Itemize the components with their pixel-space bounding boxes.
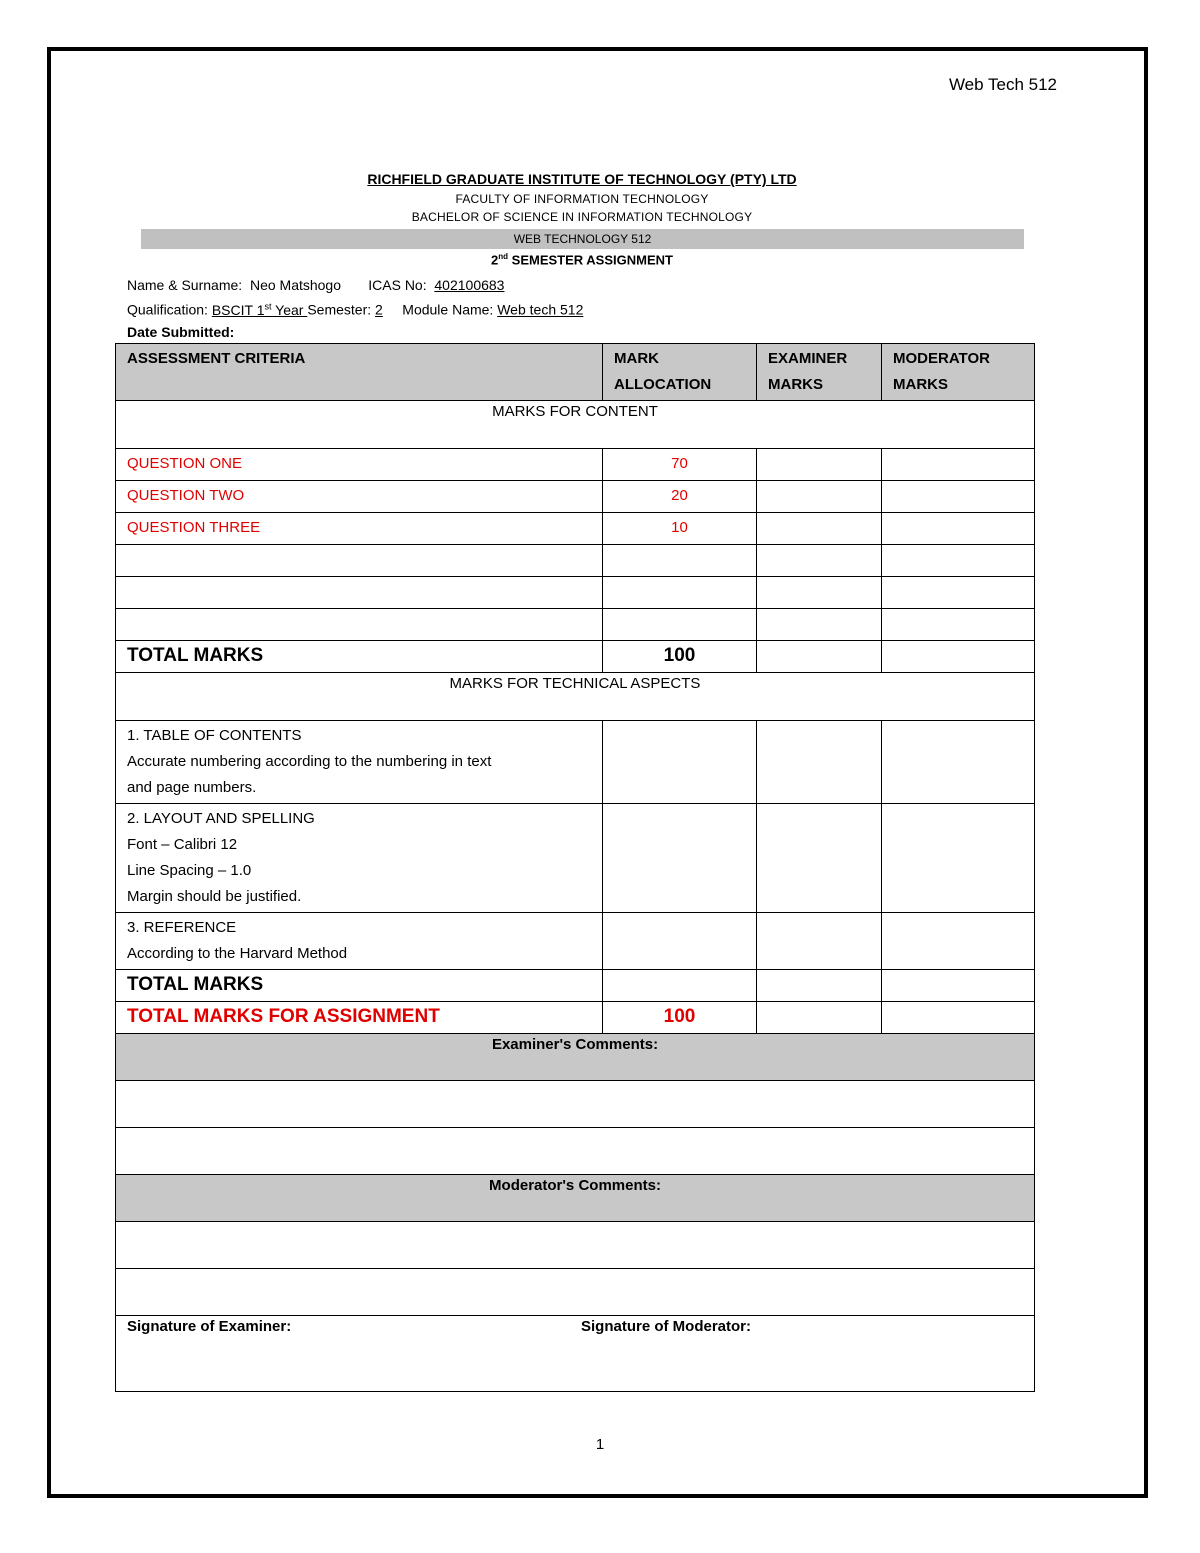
moderator-comment-field[interactable]	[116, 1222, 1035, 1269]
comment-row	[116, 1269, 1035, 1316]
moderator-cell[interactable]	[882, 481, 1035, 513]
moderator-cell[interactable]	[882, 641, 1035, 673]
total-value: 100	[603, 641, 757, 673]
technical-line: Accurate numbering according to the numbering in text	[127, 753, 492, 770]
moderator-cell[interactable]	[882, 1002, 1035, 1034]
question-marks: 10	[603, 513, 757, 545]
header-criteria: ASSESSMENT CRITERIA	[116, 344, 603, 401]
technical-section-row	[116, 673, 1035, 721]
table-header-row	[116, 344, 1035, 401]
moderator-cell[interactable]	[882, 721, 1035, 804]
technical-title: 1. TABLE OF CONTENTS	[127, 727, 302, 744]
technical-total-label: TOTAL MARKS	[116, 970, 603, 1002]
moderator-cell[interactable]	[882, 449, 1035, 481]
comment-row	[116, 1128, 1035, 1175]
technical-section-label: MARKS FOR TECHNICAL ASPECTS	[116, 673, 1035, 721]
moderator-comment-field[interactable]	[116, 1269, 1035, 1316]
semester-suffix: nd	[498, 252, 509, 261]
technical-title: 3. REFERENCE	[127, 919, 237, 936]
assignment-total-row	[116, 1002, 1035, 1034]
content-section-label: MARKS FOR CONTENT	[116, 401, 1035, 449]
technical-line: Margin should be justified.	[127, 888, 302, 905]
total-label: TOTAL MARKS	[116, 641, 603, 673]
qualification-line	[127, 301, 583, 318]
examiner-cell[interactable]	[757, 804, 882, 913]
signature-cell[interactable]	[116, 1316, 1035, 1392]
qualification-suffix: st	[264, 301, 272, 311]
examiner-signature-label: Signature of Examiner:	[127, 1318, 292, 1335]
comment-row	[116, 1222, 1035, 1269]
examiner-cell[interactable]	[757, 449, 882, 481]
examiner-cell[interactable]	[757, 913, 882, 970]
question-marks: 70	[603, 449, 757, 481]
header-allocation: MARK ALLOCATION	[603, 344, 757, 401]
moderator-cell[interactable]	[882, 804, 1035, 913]
running-header: Web Tech 512	[948, 75, 1057, 94]
qualification-text: BSCIT 1	[211, 301, 265, 318]
table-row	[116, 513, 1035, 545]
question-label: QUESTION THREE	[116, 513, 603, 545]
table-row	[116, 481, 1035, 513]
empty-row	[116, 609, 1035, 641]
table-row	[116, 913, 1035, 970]
semester-number: 2	[491, 252, 499, 268]
technical-item	[116, 913, 603, 970]
content-section-row	[116, 401, 1035, 449]
table-row	[116, 449, 1035, 481]
comment-row	[116, 1081, 1035, 1128]
examiner-cell[interactable]	[757, 481, 882, 513]
examiner-cell[interactable]	[757, 513, 882, 545]
empty-row	[116, 577, 1035, 609]
qualification-rest: Year	[271, 301, 308, 318]
moderator-cell[interactable]	[882, 513, 1035, 545]
examiner-comment-field[interactable]	[116, 1081, 1035, 1128]
date-submitted-label: Date Submitted:	[127, 324, 235, 340]
module-value: Web tech 512	[497, 301, 584, 318]
technical-line: According to the Harvard Method	[127, 945, 348, 962]
header-moderator: MODERATOR MARKS	[882, 344, 1035, 401]
question-label: QUESTION ONE	[116, 449, 603, 481]
examiner-comment-field[interactable]	[116, 1128, 1035, 1175]
institute-title: RICHFIELD GRADUATE INSTITUTE OF TECHNOLOGY (PTY) LTD	[367, 171, 797, 187]
semester-value: 2	[375, 301, 383, 318]
moderator-signature-label: Signature of Moderator:	[581, 1318, 752, 1335]
icas-value: 402100683	[434, 277, 505, 293]
empty-row	[116, 545, 1035, 577]
semester-rest: SEMESTER ASSIGNMENT	[508, 252, 673, 268]
header-examiner: EXAMINER MARKS	[757, 344, 882, 401]
signature-row	[116, 1316, 1035, 1392]
technical-item	[116, 804, 603, 913]
page-number: 1	[595, 1436, 605, 1453]
icas-label: ICAS No:	[368, 277, 427, 293]
examiner-comments-header	[116, 1034, 1035, 1081]
question-label: QUESTION TWO	[116, 481, 603, 513]
name-label: Name & Surname:	[127, 277, 243, 293]
assignment-total-label: TOTAL MARKS FOR ASSIGNMENT	[116, 1002, 603, 1034]
examiner-cell[interactable]	[757, 641, 882, 673]
examiner-cell[interactable]	[757, 1002, 882, 1034]
name-value: Neo Matshogo	[249, 277, 342, 293]
moderator-comments-header	[116, 1175, 1035, 1222]
total-row	[116, 641, 1035, 673]
assessment-table	[115, 343, 1035, 1392]
qualification-value	[212, 302, 308, 318]
table-row	[116, 804, 1035, 913]
moderator-comments-label: Moderator's Comments:	[116, 1175, 1035, 1222]
technical-line: and page numbers.	[127, 779, 257, 796]
module-label: Module Name:	[402, 301, 494, 318]
examiner-comments-label: Examiner's Comments:	[116, 1034, 1035, 1081]
examiner-cell[interactable]	[757, 721, 882, 804]
semester-label: Semester:	[307, 301, 372, 318]
qualification-label: Qualification:	[127, 301, 208, 318]
moderator-cell[interactable]	[882, 913, 1035, 970]
question-marks: 20	[603, 481, 757, 513]
moderator-cell[interactable]	[882, 970, 1035, 1002]
technical-item	[116, 721, 603, 804]
table-row	[116, 721, 1035, 804]
faculty-title: FACULTY OF INFORMATION TECHNOLOGY	[455, 192, 709, 206]
technical-total-row	[116, 970, 1035, 1002]
technical-line: Line Spacing – 1.0	[127, 862, 252, 879]
semester-title	[140, 252, 1024, 267]
degree-title: BACHELOR OF SCIENCE IN INFORMATION TECHNOLOGY	[411, 210, 753, 224]
examiner-cell[interactable]	[757, 970, 882, 1002]
module-bar: WEB TECHNOLOGY 512	[141, 229, 1024, 249]
technical-title: 2. LAYOUT AND SPELLING	[127, 810, 315, 827]
technical-line: Font – Calibri 12	[127, 836, 238, 853]
assignment-total-value: 100	[603, 1002, 757, 1034]
student-info-line	[127, 277, 504, 293]
